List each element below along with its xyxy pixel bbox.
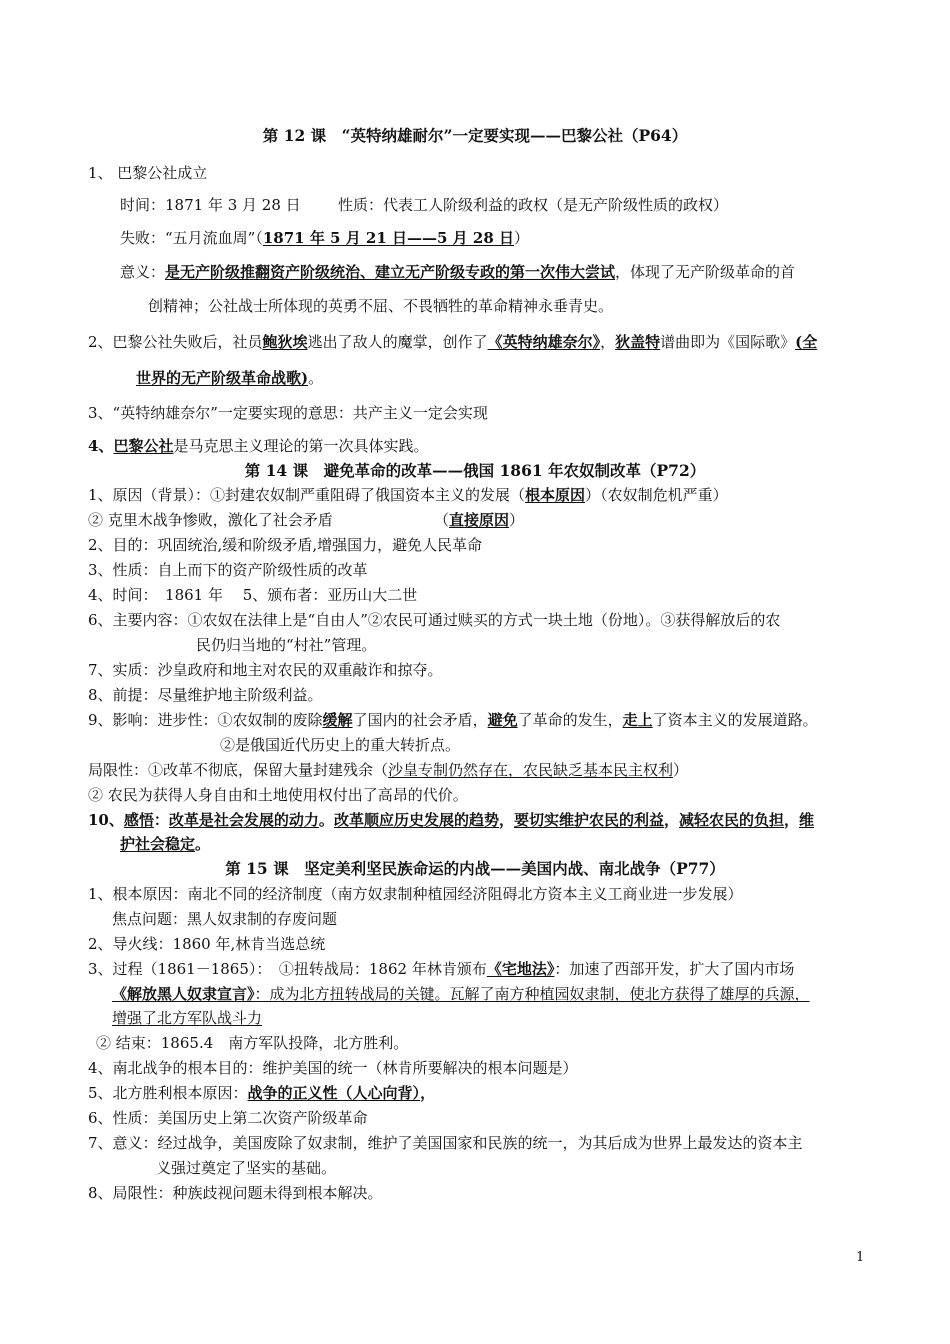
l12-item-2-cont: 世界的无产阶级革命战歌)。 (136, 369, 324, 387)
l12-failure: 失败：“五月流血周”（1871 年 5 月 21 日——5 月 28 日） (120, 229, 530, 247)
l14-cause-2-tag: （直接原因） (434, 511, 525, 529)
l14-limitation-2: ② 农民为获得人身自由和土地使用权付出了高昂的代价。 (88, 786, 468, 804)
l14-content: 6、主要内容：①农奴在法律上是“自由人”②农民可通过赎买的方式一块土地（份地）。③获得解放后的农 (88, 611, 781, 629)
lesson-12-title: 第 12 课 “英特纳雄耐尔”一定要实现——巴黎公社（P64） (262, 126, 688, 145)
l15-root-cause: 1、根本原因：南北不同的经济制度（南方奴隶制种植园经济阻碍北方资本主义工商业进一步发展） (88, 885, 743, 903)
l15-significance-cont: 义强过奠定了坚实的基础。 (156, 1159, 337, 1177)
l12-significance: 意义：是无产阶级推翻资产阶级统治、建立无产阶级专政的第一次伟大尝试，体现了无产阶级革命的首 (120, 263, 796, 281)
lesson-15-title: 第 15 课 坚定美利坚民族命运的内战——美国内战、南北战争（P77） (225, 859, 725, 878)
l12-item-1: 1、 巴黎公社成立 (88, 164, 208, 182)
l12-item-3: 3、“英特纳雄奈尔”一定要实现的意思：共产主义一定会实现 (88, 404, 488, 422)
l14-purpose: 2、目的：巩固统治,缓和阶级矛盾,增强国力，避免人民革命 (88, 536, 483, 554)
lesson-14-title: 第 14 课 避免革命的改革——俄国 1861 年农奴制改革（P72） (244, 461, 706, 480)
l12-time: 时间：1871 年 3 月 28 日 (120, 196, 301, 214)
l15-trigger: 2、导火线：1860 年,林肯当选总统 (88, 935, 326, 953)
l12-nature: 性质：代表工人阶级利益的政权（是无产阶级性质的政权） (338, 196, 729, 214)
l15-limitation: 8、局限性：种族歧视问题未得到根本解决。 (88, 1184, 383, 1202)
l15-end: ② 结束：1865.4 南方军队投降，北方胜利。 (96, 1034, 409, 1052)
l14-insight: 10、感悟：改革是社会发展的动力。改革顺应历史发展的趋势，要切实维护农民的利益，减轻农民的负担，维 (88, 811, 815, 829)
l12-item-4: 4、巴黎公社是马克思主义理论的第一次具体实践。 (88, 437, 429, 455)
l14-essence: 7、实质：沙皇政府和地主对农民的双重敲诈和掠夺。 (88, 661, 443, 679)
l14-time: 4、时间： 1861 年 5、颁布者：亚历山大二世 (88, 586, 418, 604)
l15-nature: 6、性质：美国历史上第二次资产阶级革命 (88, 1109, 368, 1127)
l15-emancipation: 《解放黑人奴隶宣言》：成为北方扭转战局的关键。瓦解了南方种植园奴隶制，使北方获得了雄厚的兵源， (112, 985, 810, 1003)
l15-emancipation-cont: 增强了北方军队战斗力 (112, 1009, 263, 1027)
l15-significance: 7、意义：经过战争，美国废除了奴隶制，维护了美国国家和民族的统一，为其后成为世界上最发达的资本主 (88, 1134, 803, 1152)
page-number: 1 (856, 1250, 865, 1265)
l14-cause-1: 1、原因（背景）：①封建农奴制严重阻碍了俄国资本主义的发展（根本原因）（农奴制危机严重） (88, 486, 728, 504)
l12-significance-cont: 创精神；公社战士所体现的英勇不屈、不畏牺牲的革命精神永垂青史。 (148, 297, 614, 315)
l15-victory-cause: 5、北方胜利根本原因：战争的正义性（人心向背）， (88, 1084, 436, 1102)
l14-limitation: 局限性：①改革不彻底，保留大量封建残余（沙皇专制仍然存在，农民缺乏基本民主权利） (88, 761, 689, 779)
l14-content-cont: 民仍归当地的“村社”管理。 (196, 636, 377, 654)
l14-impact: 9、影响：进步性：①农奴制的废除缓解了国内的社会矛盾，避免了革命的发生，走上了资本主义的发展道路。 (88, 711, 818, 729)
l14-nature: 3、性质：自上而下的资产阶级性质的改革 (88, 561, 368, 579)
l15-focus: 焦点问题：黑人奴隶制的存废问题 (112, 910, 338, 928)
l14-insight-cont: 护社会稳定。 (120, 835, 211, 853)
l14-premise: 8、前提：尽量维护地主阶级利益。 (88, 686, 323, 704)
l15-goal: 4、南北战争的根本目的：维护美国的统一（林肯所要解决的根本问题是） (88, 1059, 578, 1077)
l14-cause-2: ② 克里木战争惨败，激化了社会矛盾 (88, 511, 333, 529)
l14-impact-2: ②是俄国近代历史上的重大转折点。 (220, 736, 461, 754)
l15-process: 3、过程（1861－1865）： ①扭转战局：1862 年林肯颁布《宅地法》：加速了西部开发，扩大了国内市场 (88, 960, 795, 978)
l12-item-2: 2、巴黎公社失败后，社员鲍狄埃逃出了敌人的魔掌，创作了《英特纳雄奈尔》，狄盖特谱曲即为《国际歌》(全 (88, 333, 818, 351)
